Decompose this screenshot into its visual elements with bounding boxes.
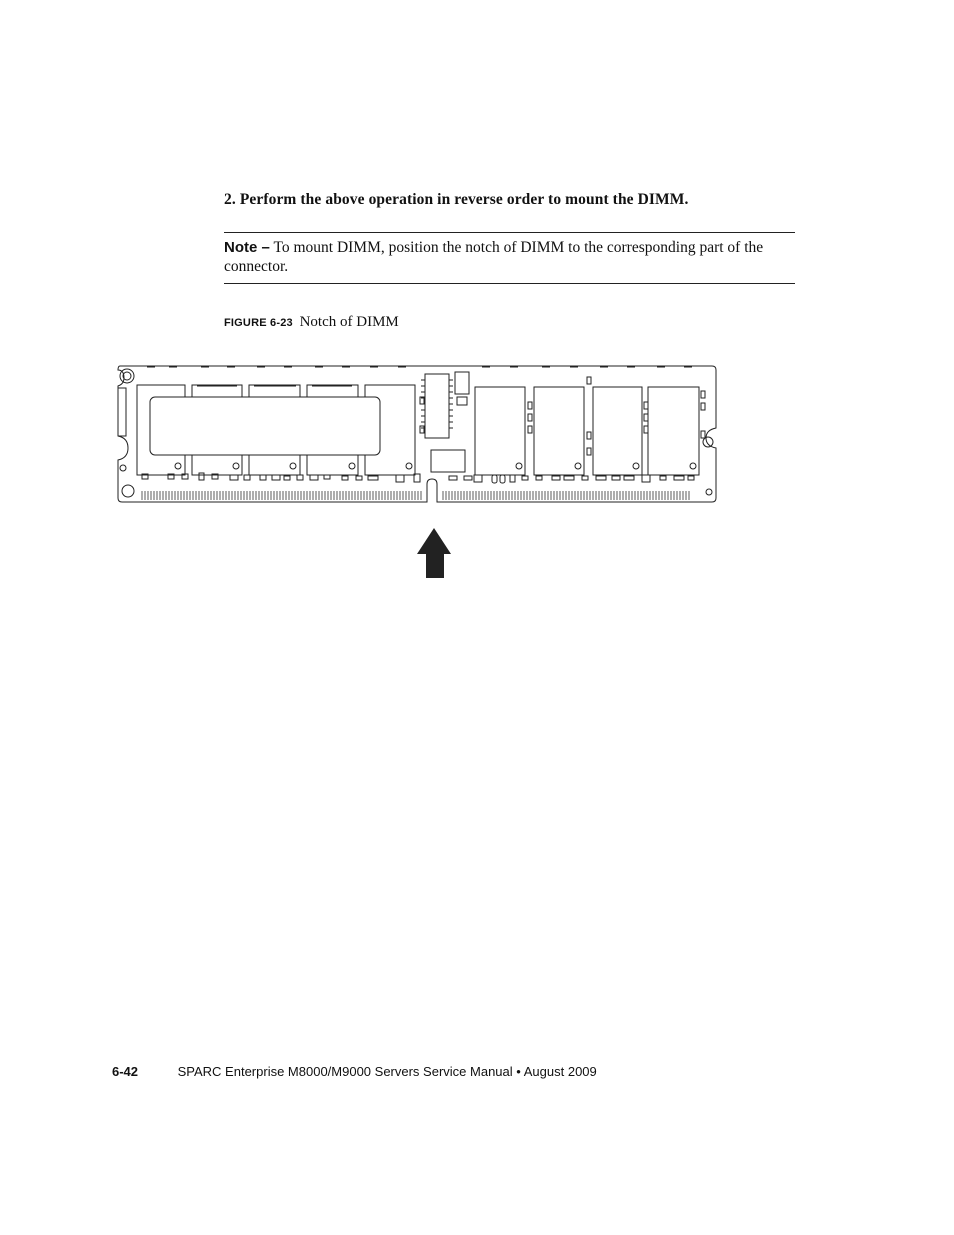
mounting-hole-bottom-left (122, 485, 134, 497)
figure-caption (224, 314, 399, 331)
memory-chip (593, 387, 642, 475)
dimm-label-sticker (150, 397, 380, 455)
step-number: 2. (224, 191, 236, 208)
step-text: Perform the above operation in reverse order to mount the DIMM. (239, 191, 689, 208)
dimm-illustration (112, 360, 722, 585)
publication-date: August 2009 (523, 1064, 597, 1079)
manual-title: SPARC Enterprise M8000/M9000 Servers Service Manual (177, 1064, 513, 1079)
step-instruction (224, 191, 804, 209)
note-label: Note – (224, 239, 270, 256)
note-text: To mount DIMM, position the notch of DIMM to the corresponding part of the connector. (224, 239, 764, 275)
memory-chip (475, 387, 525, 475)
figure-label: FIGURE 6-23 (224, 317, 293, 329)
mounting-hole-left (120, 369, 134, 383)
note-box (224, 232, 795, 284)
page-number: 6-42 (112, 1064, 139, 1079)
contact-fingers-right (443, 491, 689, 500)
notch-indicator-arrow (417, 528, 451, 578)
memory-chip (534, 387, 584, 475)
page-footer (112, 1064, 597, 1079)
contact-fingers-left (142, 491, 421, 500)
memory-chip (648, 387, 699, 475)
footer-separator: • (516, 1064, 521, 1079)
pll-chip (431, 450, 465, 472)
register-chip (425, 374, 449, 438)
figure-title: Notch of DIMM (299, 314, 399, 330)
